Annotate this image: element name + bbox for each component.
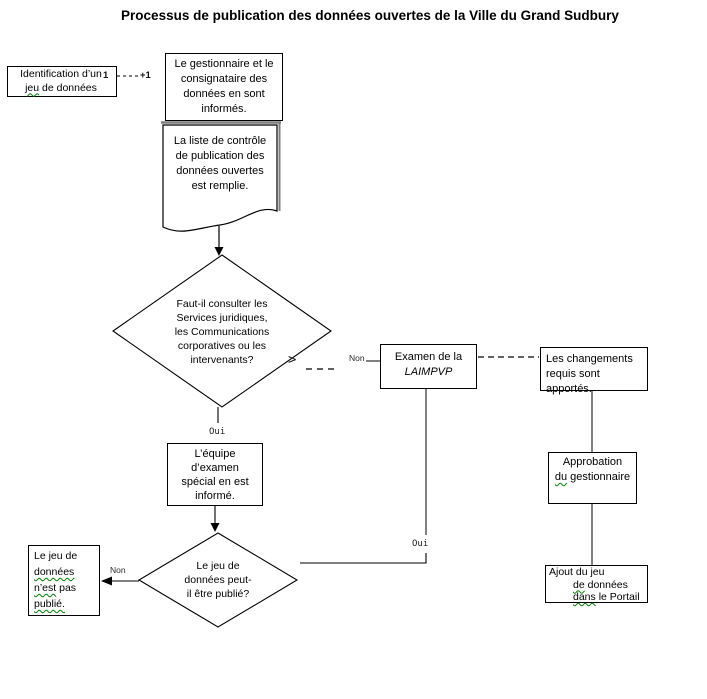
broken-arrow-glyph: > bbox=[288, 352, 297, 368]
arrowhead-non-publie bbox=[101, 577, 112, 586]
ref-label-plus-1: +1 bbox=[140, 70, 151, 81]
diagram-title: Processus de publication des données ouvertes de la Ville du Grand Sudbury bbox=[121, 8, 619, 23]
node-gestionnaire-label: Le gestionnaire et le consignataire des données en sont informés. bbox=[174, 58, 274, 115]
node-equipe-examen-label: L’équipe d’examen spécial en est informé. bbox=[181, 448, 249, 502]
arrowhead-decision2 bbox=[211, 523, 220, 532]
document-liste-controle-label: La liste de contrôle de publication des données ouvertes est remplie. bbox=[173, 135, 267, 192]
decision-consulter-label: Faut-il consulter les Services juridiques, les Communications corporatives ou les intervenants? bbox=[174, 298, 270, 366]
node-changements-label: Les changements requis sont apportés. bbox=[546, 353, 633, 395]
connector-examen-elbow-to-decision2 bbox=[300, 553, 426, 563]
label-oui-examen: Oui bbox=[412, 539, 429, 549]
decision-publication-label: Le jeu de données peut- il être publié? bbox=[184, 560, 252, 600]
label-oui-decision1: Oui bbox=[209, 427, 226, 437]
ref-label-1: 1 bbox=[103, 70, 109, 81]
node-identification-label: Identification d’un jeu de données bbox=[20, 68, 102, 94]
label-non-decision1: Non bbox=[349, 353, 365, 363]
label-non-decision2: Non bbox=[110, 565, 126, 575]
node-approbation-label: Approbation du gestionnaire bbox=[554, 456, 631, 483]
node-examen-laimpvp-label: Examen de la LAIMPVP bbox=[394, 351, 463, 378]
node-ajout-portail-label: Ajout du jeu de données dans le Portail bbox=[549, 566, 640, 603]
node-non-publie-label: Le jeu de données n’est pas publié. bbox=[34, 550, 78, 610]
